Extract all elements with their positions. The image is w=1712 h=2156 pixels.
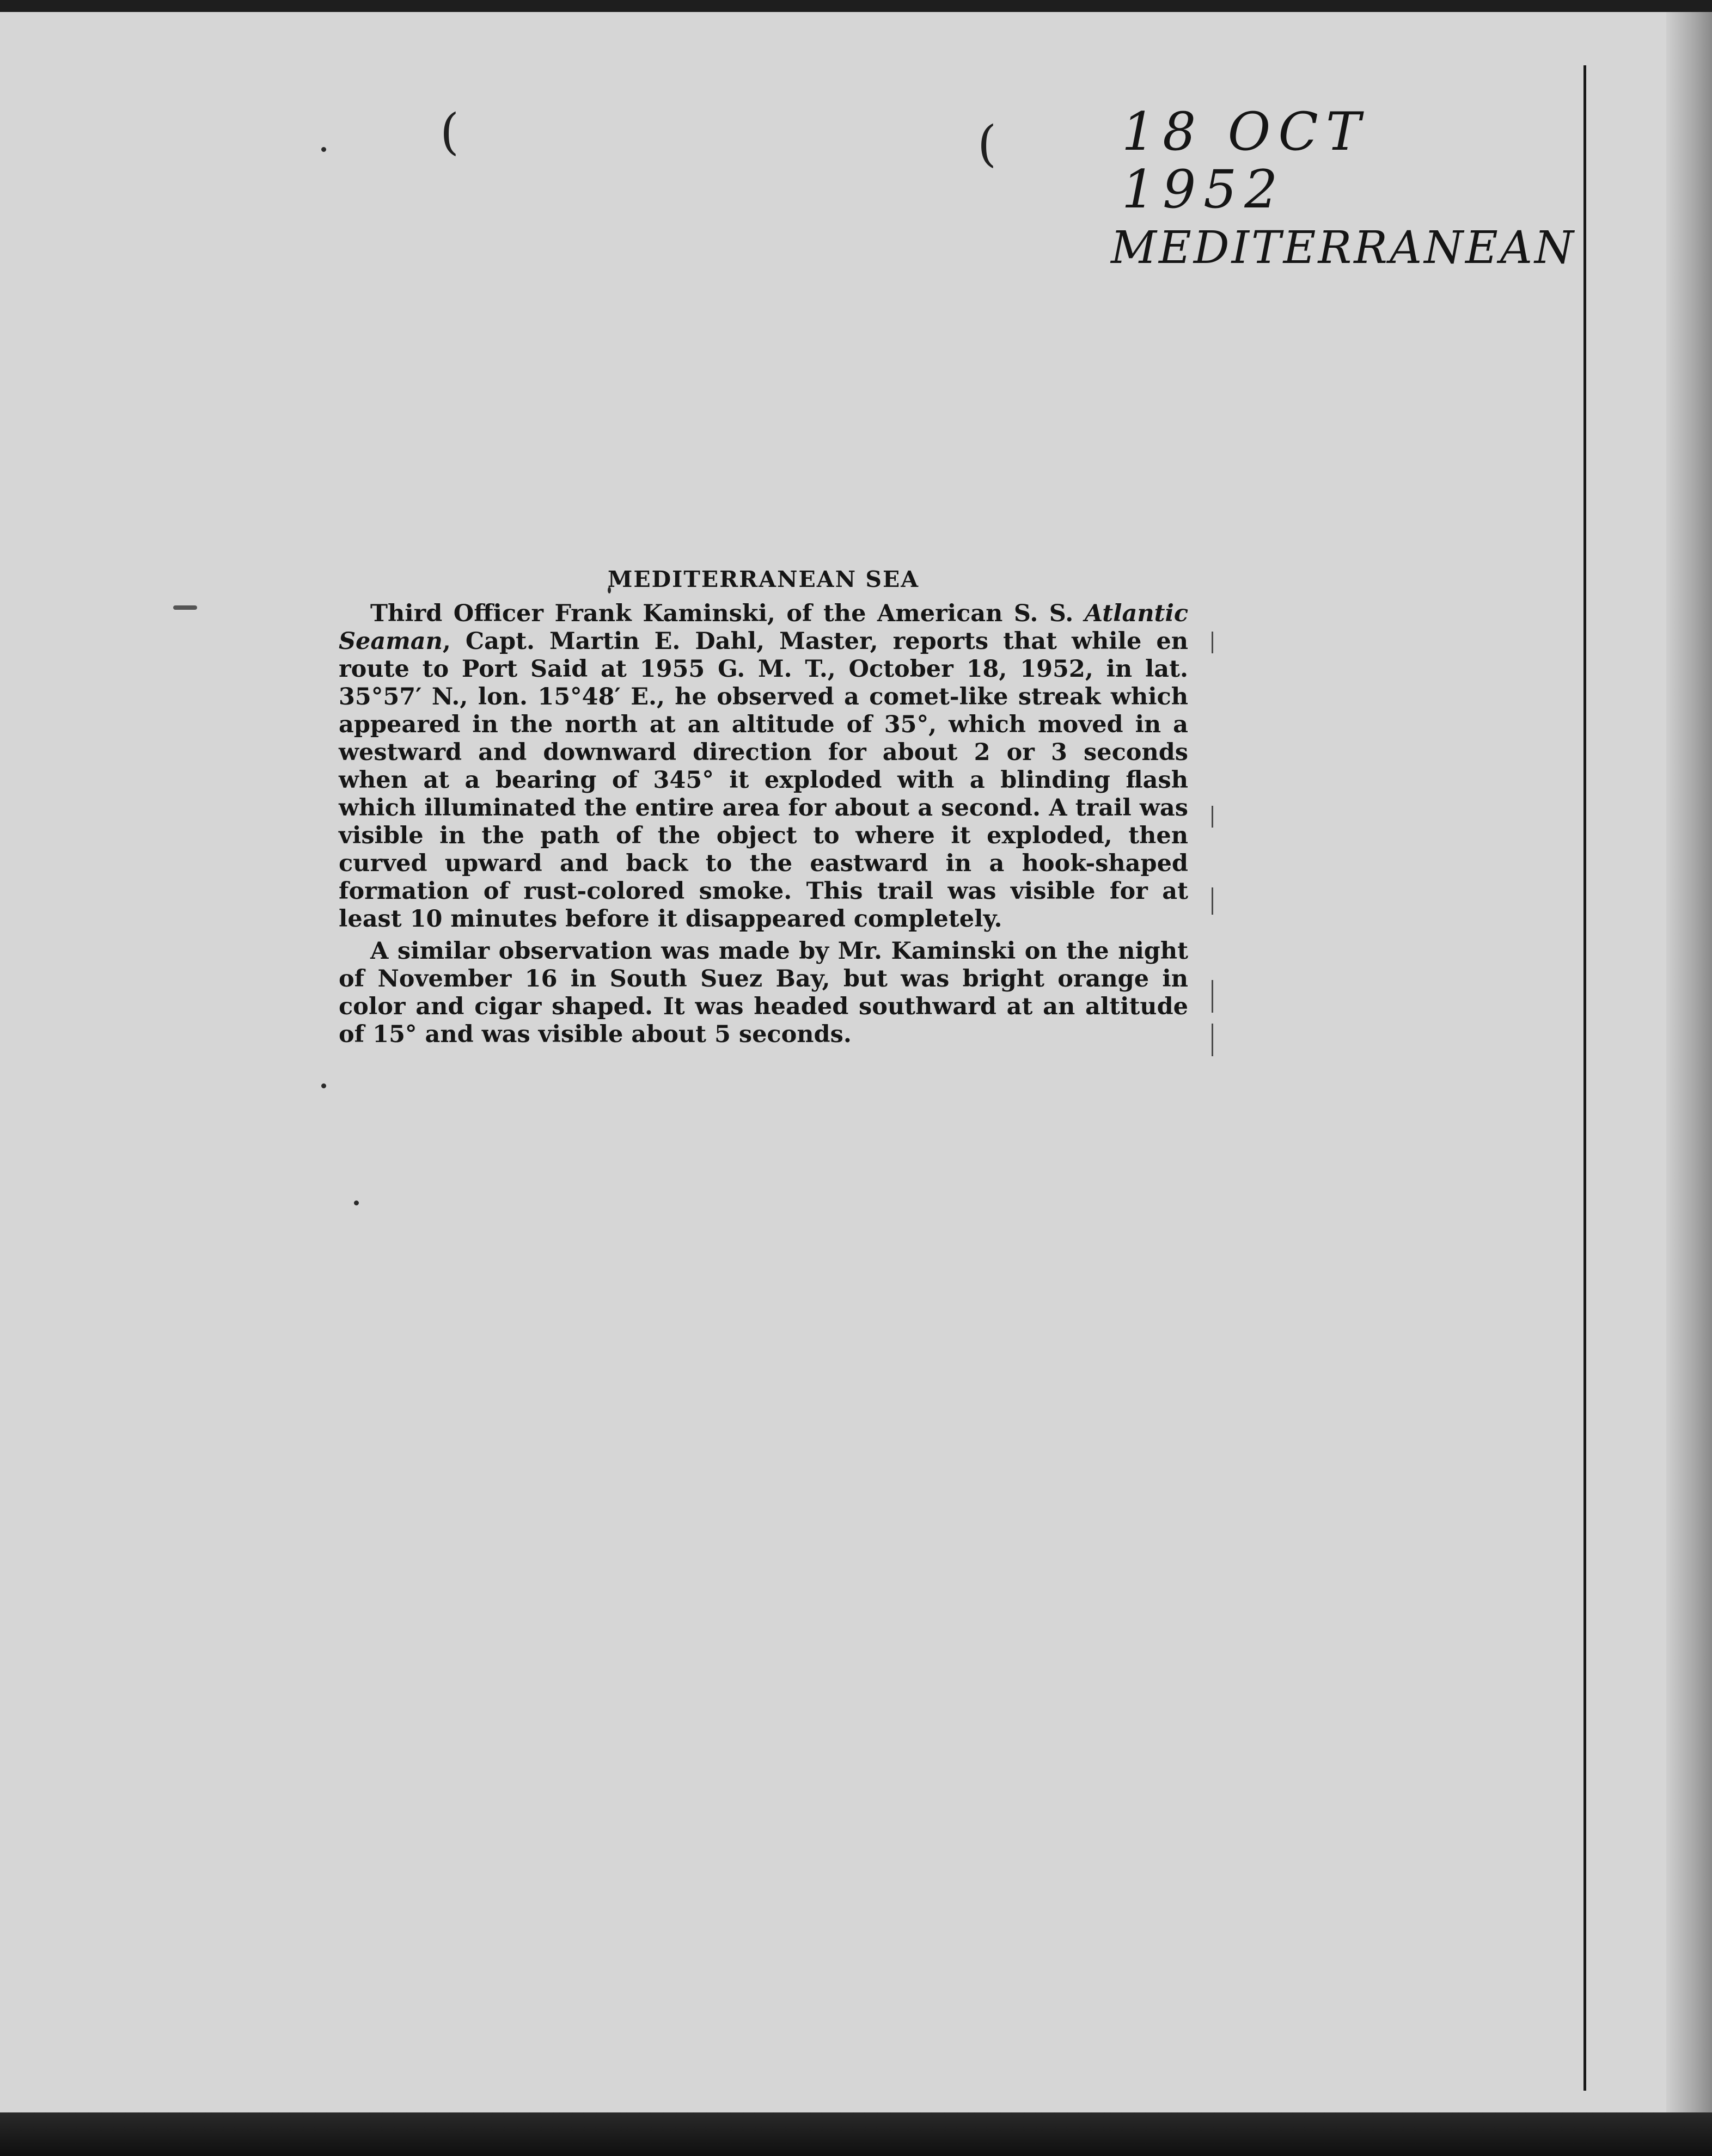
newspaper-clipping bbox=[339, 566, 1188, 1049]
handwritten-mark-left: ( bbox=[440, 103, 460, 161]
page-edge-line bbox=[1583, 65, 1586, 2091]
ship-name: Atlantic Seaman bbox=[339, 600, 1188, 655]
clipping-edge-mark bbox=[1212, 980, 1213, 1013]
clipping-edge-mark bbox=[1212, 806, 1213, 828]
scan-speck bbox=[354, 1200, 359, 1205]
clipping-paragraph-2: A similar observation was made by Mr. Kaminski on the night of November 16 in South Suez Bay, but was bright orange in color and cigar shaped. It was headed southward at an altitude of 15° and was visible about 5 seconds. bbox=[339, 938, 1188, 1048]
clipping-edge-mark bbox=[1212, 632, 1213, 653]
scan-speck bbox=[321, 1083, 326, 1088]
clipping-edge-mark bbox=[1212, 887, 1213, 915]
paragraph-1-intro: Third Officer Frank Kaminski, of the American S. S. bbox=[370, 600, 1085, 627]
scan-right-shadow bbox=[1666, 12, 1712, 2112]
scan-top-edge bbox=[0, 0, 1712, 12]
clipping-paragraph-1 bbox=[339, 600, 1188, 933]
scan-speck bbox=[321, 147, 326, 152]
clipping-heading: MEDITERRANEAN SEA bbox=[607, 566, 920, 592]
scan-bottom-edge bbox=[0, 2112, 1712, 2156]
handwritten-annotation bbox=[1111, 101, 1576, 274]
paragraph-1-body: , Capt. Martin E. Dahl, Master, reports that while en route to Port Said at 1955 G. M. T., October 18, 1952, in lat. 35°57′ N., lon. 15°48′ E., he observed a comet-like streak which appeared in the north at an altitude of 35°, which moved in a westward and downward direction for about 2 or 3 seconds when at a bearing of 345° it exploded with a blinding flash which illuminated the entire area for about a second. A trail was visible in the path of the object to where it exploded, then curved upward and back to the eastward in a hook-shaped formation of rust-colored smoke. This trail was visible for at least 10 minutes before it disappeared completely. bbox=[339, 628, 1188, 933]
handwritten-location: MEDITERRANEAN bbox=[1111, 222, 1576, 274]
handwritten-date: 18 OCT 1952 bbox=[1122, 101, 1368, 220]
clipping-edge-mark bbox=[1212, 1024, 1213, 1056]
handwritten-mark-right: ( bbox=[977, 115, 997, 173]
scan-speck bbox=[173, 605, 197, 610]
